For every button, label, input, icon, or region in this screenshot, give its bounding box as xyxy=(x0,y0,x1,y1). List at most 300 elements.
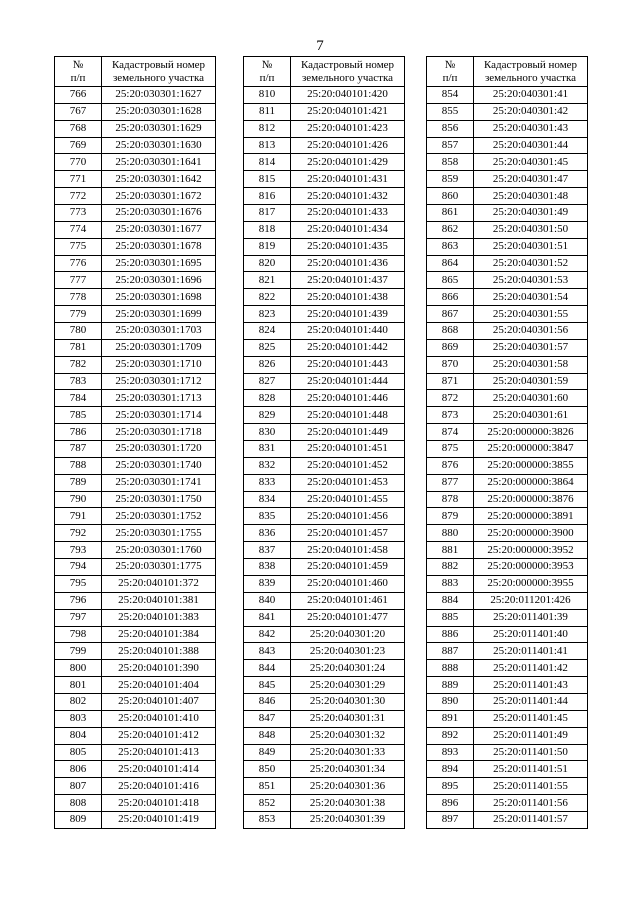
table-row xyxy=(427,508,588,525)
cadastral-number: 25:20:040301:45 xyxy=(474,154,588,171)
table-row xyxy=(427,710,588,727)
table-header-row xyxy=(244,57,405,87)
row-number: 894 xyxy=(427,761,474,778)
row-number: 877 xyxy=(427,474,474,491)
table-row xyxy=(244,188,405,205)
row-number: 781 xyxy=(55,339,102,356)
cadastral-table-3 xyxy=(426,56,588,829)
cadastral-number: 25:20:040301:33 xyxy=(291,744,405,761)
header-number-line1: № xyxy=(261,58,273,71)
table-row xyxy=(55,323,216,340)
row-number: 842 xyxy=(244,626,291,643)
cadastral-number: 25:20:040301:57 xyxy=(474,339,588,356)
table-row xyxy=(427,221,588,238)
table-row xyxy=(244,289,405,306)
row-number: 777 xyxy=(55,272,102,289)
table-row xyxy=(55,255,216,272)
cadastral-number: 25:20:040101:404 xyxy=(102,677,216,694)
header-cadastral-line1: Кадастровый номер xyxy=(111,58,206,71)
table-row xyxy=(244,660,405,677)
table-row xyxy=(244,609,405,626)
table-row xyxy=(244,677,405,694)
header-number-line1: № xyxy=(444,58,456,71)
table-row xyxy=(244,306,405,323)
table-row xyxy=(55,87,216,104)
table-row xyxy=(244,424,405,441)
row-number: 796 xyxy=(55,592,102,609)
table-row xyxy=(427,660,588,677)
table-row xyxy=(244,339,405,356)
cadastral-number: 25:20:040101:388 xyxy=(102,643,216,660)
table-row xyxy=(55,120,216,137)
cadastral-number: 25:20:030301:1714 xyxy=(102,407,216,424)
cadastral-number: 25:20:040301:42 xyxy=(474,103,588,120)
cadastral-number: 25:20:011401:51 xyxy=(474,761,588,778)
row-number: 871 xyxy=(427,373,474,390)
row-number: 878 xyxy=(427,491,474,508)
table-row xyxy=(244,87,405,104)
row-number: 816 xyxy=(244,188,291,205)
cadastral-number: 25:20:040101:419 xyxy=(102,811,216,828)
table-header-row xyxy=(55,57,216,87)
table-row xyxy=(244,592,405,609)
table-row xyxy=(427,424,588,441)
cadastral-number: 25:20:030301:1760 xyxy=(102,542,216,559)
row-number: 881 xyxy=(427,542,474,559)
table-row xyxy=(244,693,405,710)
cadastral-number: 25:20:040301:55 xyxy=(474,306,588,323)
cadastral-number: 25:20:000000:3855 xyxy=(474,457,588,474)
table-row xyxy=(55,592,216,609)
table-row xyxy=(427,171,588,188)
cadastral-number: 25:20:000000:3953 xyxy=(474,559,588,576)
cadastral-number: 25:20:040101:383 xyxy=(102,609,216,626)
cadastral-number: 25:20:030301:1710 xyxy=(102,356,216,373)
table-row xyxy=(427,474,588,491)
cadastral-number: 25:20:040301:41 xyxy=(474,87,588,104)
cadastral-number: 25:20:040101:446 xyxy=(291,390,405,407)
cadastral-number: 25:20:040101:439 xyxy=(291,306,405,323)
table-row xyxy=(427,559,588,576)
cadastral-number: 25:20:040301:47 xyxy=(474,171,588,188)
table-row xyxy=(244,356,405,373)
row-number: 848 xyxy=(244,727,291,744)
table-row xyxy=(55,491,216,508)
cadastral-number: 25:20:040301:34 xyxy=(291,761,405,778)
cadastral-number: 25:20:030301:1695 xyxy=(102,255,216,272)
table-row xyxy=(55,727,216,744)
cadastral-number: 25:20:011401:57 xyxy=(474,811,588,828)
table-row xyxy=(244,238,405,255)
row-number: 844 xyxy=(244,660,291,677)
cadastral-number: 25:20:040301:20 xyxy=(291,626,405,643)
row-number: 862 xyxy=(427,221,474,238)
row-number: 879 xyxy=(427,508,474,525)
row-number: 783 xyxy=(55,373,102,390)
row-number: 806 xyxy=(55,761,102,778)
cadastral-number: 25:20:040301:36 xyxy=(291,778,405,795)
row-number: 854 xyxy=(427,87,474,104)
row-number: 864 xyxy=(427,255,474,272)
row-number: 807 xyxy=(55,778,102,795)
cadastral-number: 25:20:030301:1752 xyxy=(102,508,216,525)
table-row xyxy=(55,778,216,795)
row-number: 869 xyxy=(427,339,474,356)
row-number: 787 xyxy=(55,441,102,458)
cadastral-number: 25:20:040101:381 xyxy=(102,592,216,609)
table-row xyxy=(55,154,216,171)
row-number: 887 xyxy=(427,643,474,660)
table-row xyxy=(55,339,216,356)
cadastral-number: 25:20:040101:448 xyxy=(291,407,405,424)
table-row xyxy=(55,693,216,710)
cadastral-number: 25:20:040101:410 xyxy=(102,710,216,727)
row-number: 837 xyxy=(244,542,291,559)
row-number: 847 xyxy=(244,710,291,727)
table-row xyxy=(427,811,588,828)
cadastral-number: 25:20:030301:1709 xyxy=(102,339,216,356)
table-row xyxy=(244,626,405,643)
table-row xyxy=(55,188,216,205)
row-number: 791 xyxy=(55,508,102,525)
cadastral-number: 25:20:040101:420 xyxy=(291,87,405,104)
table-row xyxy=(55,508,216,525)
cadastral-number: 25:20:040101:455 xyxy=(291,491,405,508)
table-row xyxy=(427,575,588,592)
cadastral-number: 25:20:040301:30 xyxy=(291,693,405,710)
table-row xyxy=(55,272,216,289)
table-row xyxy=(55,289,216,306)
cadastral-number: 25:20:040101:458 xyxy=(291,542,405,559)
table-row xyxy=(244,221,405,238)
cadastral-number: 25:20:000000:3864 xyxy=(474,474,588,491)
cadastral-number: 25:20:030301:1750 xyxy=(102,491,216,508)
row-number: 817 xyxy=(244,205,291,222)
row-number: 857 xyxy=(427,137,474,154)
cadastral-number: 25:20:040101:390 xyxy=(102,660,216,677)
cadastral-number: 25:20:030301:1703 xyxy=(102,323,216,340)
cadastral-number: 25:20:040101:421 xyxy=(291,103,405,120)
cadastral-number: 25:20:011401:39 xyxy=(474,609,588,626)
cadastral-number: 25:20:040301:54 xyxy=(474,289,588,306)
cadastral-number: 25:20:030301:1676 xyxy=(102,205,216,222)
header-number xyxy=(244,57,291,87)
table-row xyxy=(244,407,405,424)
table-row xyxy=(427,373,588,390)
row-number: 889 xyxy=(427,677,474,694)
table-row xyxy=(244,727,405,744)
row-number: 895 xyxy=(427,778,474,795)
row-number: 766 xyxy=(55,87,102,104)
table-row xyxy=(244,441,405,458)
table-row xyxy=(427,693,588,710)
table-row xyxy=(244,103,405,120)
row-number: 876 xyxy=(427,457,474,474)
table-row xyxy=(427,744,588,761)
row-number: 825 xyxy=(244,339,291,356)
table-row xyxy=(427,339,588,356)
table-row xyxy=(427,120,588,137)
cadastral-number: 25:20:040101:431 xyxy=(291,171,405,188)
header-cadastral-line2: земельного участка xyxy=(112,71,205,84)
table-row xyxy=(55,221,216,238)
table-row xyxy=(427,626,588,643)
row-number: 892 xyxy=(427,727,474,744)
table-row xyxy=(427,407,588,424)
table-row xyxy=(427,188,588,205)
cadastral-number: 25:20:030301:1699 xyxy=(102,306,216,323)
cadastral-number: 25:20:000000:3876 xyxy=(474,491,588,508)
cadastral-number: 25:20:030301:1713 xyxy=(102,390,216,407)
row-number: 861 xyxy=(427,205,474,222)
cadastral-number: 25:20:040301:53 xyxy=(474,272,588,289)
row-number: 856 xyxy=(427,120,474,137)
cadastral-number: 25:20:040101:407 xyxy=(102,693,216,710)
row-number: 815 xyxy=(244,171,291,188)
table-row xyxy=(427,289,588,306)
table-row xyxy=(244,525,405,542)
cadastral-number: 25:20:040301:48 xyxy=(474,188,588,205)
table-row xyxy=(55,457,216,474)
row-number: 873 xyxy=(427,407,474,424)
row-number: 884 xyxy=(427,592,474,609)
table-row xyxy=(55,205,216,222)
table-row xyxy=(55,643,216,660)
table-row xyxy=(55,626,216,643)
row-number: 771 xyxy=(55,171,102,188)
cadastral-number: 25:20:030301:1718 xyxy=(102,424,216,441)
row-number: 891 xyxy=(427,710,474,727)
table-row xyxy=(244,761,405,778)
table-row xyxy=(427,643,588,660)
cadastral-number: 25:20:040101:423 xyxy=(291,120,405,137)
row-number: 826 xyxy=(244,356,291,373)
table-row xyxy=(244,272,405,289)
header-number-line2: п/п xyxy=(442,71,458,84)
table-row xyxy=(55,390,216,407)
row-number: 797 xyxy=(55,609,102,626)
cadastral-number: 25:20:040101:413 xyxy=(102,744,216,761)
row-number: 789 xyxy=(55,474,102,491)
cadastral-number: 25:20:030301:1672 xyxy=(102,188,216,205)
table-row xyxy=(427,356,588,373)
table-row xyxy=(55,171,216,188)
cadastral-number: 25:20:030301:1642 xyxy=(102,171,216,188)
table-row xyxy=(427,592,588,609)
row-number: 821 xyxy=(244,272,291,289)
cadastral-number: 25:20:011401:49 xyxy=(474,727,588,744)
row-number: 880 xyxy=(427,525,474,542)
row-number: 792 xyxy=(55,525,102,542)
cadastral-number: 25:20:040301:31 xyxy=(291,710,405,727)
row-number: 840 xyxy=(244,592,291,609)
row-number: 794 xyxy=(55,559,102,576)
cadastral-number: 25:20:000000:3891 xyxy=(474,508,588,525)
row-number: 852 xyxy=(244,795,291,812)
cadastral-number: 25:20:030301:1720 xyxy=(102,441,216,458)
row-number: 882 xyxy=(427,559,474,576)
cadastral-number: 25:20:000000:3900 xyxy=(474,525,588,542)
row-number: 775 xyxy=(55,238,102,255)
cadastral-number: 25:20:040101:440 xyxy=(291,323,405,340)
row-number: 813 xyxy=(244,137,291,154)
cadastral-number: 25:20:040101:457 xyxy=(291,525,405,542)
table-row xyxy=(244,205,405,222)
cadastral-table-1 xyxy=(54,56,216,829)
header-cadastral xyxy=(474,57,588,87)
row-number: 774 xyxy=(55,221,102,238)
table-row xyxy=(244,744,405,761)
row-number: 802 xyxy=(55,693,102,710)
cadastral-number: 25:20:030301:1677 xyxy=(102,221,216,238)
table-row xyxy=(55,441,216,458)
row-number: 835 xyxy=(244,508,291,525)
table-row xyxy=(244,710,405,727)
row-number: 819 xyxy=(244,238,291,255)
table-row xyxy=(55,744,216,761)
cadastral-number: 25:20:030301:1628 xyxy=(102,103,216,120)
table-row xyxy=(244,643,405,660)
table-row xyxy=(55,811,216,828)
cadastral-number: 25:20:030301:1629 xyxy=(102,120,216,137)
header-cadastral-line2: земельного участка xyxy=(301,71,394,84)
row-number: 814 xyxy=(244,154,291,171)
cadastral-number: 25:20:011201:426 xyxy=(474,592,588,609)
cadastral-number: 25:20:040101:477 xyxy=(291,609,405,626)
row-number: 800 xyxy=(55,660,102,677)
table-row xyxy=(244,575,405,592)
cadastral-number: 25:20:040301:38 xyxy=(291,795,405,812)
table-row xyxy=(427,677,588,694)
cadastral-number: 25:20:030301:1678 xyxy=(102,238,216,255)
table-row xyxy=(55,103,216,120)
table-row xyxy=(55,525,216,542)
table-row xyxy=(244,373,405,390)
table-row xyxy=(427,491,588,508)
row-number: 767 xyxy=(55,103,102,120)
row-number: 834 xyxy=(244,491,291,508)
row-number: 782 xyxy=(55,356,102,373)
cadastral-number: 25:20:030301:1696 xyxy=(102,272,216,289)
cadastral-table-2 xyxy=(243,56,405,829)
row-number: 836 xyxy=(244,525,291,542)
cadastral-number: 25:20:000000:3826 xyxy=(474,424,588,441)
cadastral-number: 25:20:030301:1712 xyxy=(102,373,216,390)
table-row xyxy=(427,238,588,255)
row-number: 846 xyxy=(244,693,291,710)
table-header-row xyxy=(427,57,588,87)
row-number: 833 xyxy=(244,474,291,491)
cadastral-number: 25:20:040301:29 xyxy=(291,677,405,694)
cadastral-number: 25:20:040301:49 xyxy=(474,205,588,222)
row-number: 773 xyxy=(55,205,102,222)
row-number: 832 xyxy=(244,457,291,474)
cadastral-number: 25:20:040301:58 xyxy=(474,356,588,373)
cadastral-number: 25:20:011401:55 xyxy=(474,778,588,795)
row-number: 779 xyxy=(55,306,102,323)
row-number: 784 xyxy=(55,390,102,407)
cadastral-number: 25:20:011401:50 xyxy=(474,744,588,761)
row-number: 829 xyxy=(244,407,291,424)
cadastral-number: 25:20:040101:412 xyxy=(102,727,216,744)
row-number: 785 xyxy=(55,407,102,424)
cadastral-number: 25:20:040101:418 xyxy=(102,795,216,812)
row-number: 888 xyxy=(427,660,474,677)
header-number-line2: п/п xyxy=(259,71,275,84)
cadastral-number: 25:20:030301:1740 xyxy=(102,457,216,474)
row-number: 793 xyxy=(55,542,102,559)
table-row xyxy=(55,306,216,323)
table-row xyxy=(427,154,588,171)
cadastral-number: 25:20:030301:1698 xyxy=(102,289,216,306)
cadastral-number: 25:20:011401:43 xyxy=(474,677,588,694)
row-number: 828 xyxy=(244,390,291,407)
cadastral-number: 25:20:040101:459 xyxy=(291,559,405,576)
cadastral-number: 25:20:011401:41 xyxy=(474,643,588,660)
table-row xyxy=(55,609,216,626)
cadastral-number: 25:20:040301:51 xyxy=(474,238,588,255)
row-number: 772 xyxy=(55,188,102,205)
table-body xyxy=(55,87,216,829)
table-row xyxy=(55,677,216,694)
row-number: 788 xyxy=(55,457,102,474)
cadastral-number: 25:20:040101:429 xyxy=(291,154,405,171)
cadastral-number: 25:20:040301:32 xyxy=(291,727,405,744)
table-row xyxy=(427,795,588,812)
row-number: 851 xyxy=(244,778,291,795)
cadastral-number: 25:20:040101:437 xyxy=(291,272,405,289)
table-row xyxy=(244,120,405,137)
cadastral-number: 25:20:030301:1627 xyxy=(102,87,216,104)
row-number: 838 xyxy=(244,559,291,576)
row-number: 843 xyxy=(244,643,291,660)
row-number: 812 xyxy=(244,120,291,137)
cadastral-number: 25:20:040101:452 xyxy=(291,457,405,474)
table-row xyxy=(244,457,405,474)
header-cadastral xyxy=(291,57,405,87)
row-number: 769 xyxy=(55,137,102,154)
row-number: 868 xyxy=(427,323,474,340)
table-row xyxy=(244,508,405,525)
row-number: 822 xyxy=(244,289,291,306)
cadastral-number: 25:20:040301:52 xyxy=(474,255,588,272)
table-row xyxy=(244,559,405,576)
row-number: 827 xyxy=(244,373,291,390)
cadastral-number: 25:20:040301:59 xyxy=(474,373,588,390)
row-number: 803 xyxy=(55,710,102,727)
cadastral-number: 25:20:011401:40 xyxy=(474,626,588,643)
row-number: 845 xyxy=(244,677,291,694)
table-row xyxy=(427,137,588,154)
table-row xyxy=(244,137,405,154)
table-row xyxy=(244,474,405,491)
header-cadastral-line1: Кадастровый номер xyxy=(300,58,395,71)
cadastral-number: 25:20:011401:44 xyxy=(474,693,588,710)
table-row xyxy=(244,255,405,272)
table-row xyxy=(55,424,216,441)
cadastral-number: 25:20:030301:1630 xyxy=(102,137,216,154)
row-number: 875 xyxy=(427,441,474,458)
cadastral-number: 25:20:040101:443 xyxy=(291,356,405,373)
cadastral-number: 25:20:040301:44 xyxy=(474,137,588,154)
row-number: 770 xyxy=(55,154,102,171)
header-cadastral-line1: Кадастровый номер xyxy=(483,58,578,71)
cadastral-number: 25:20:040101:444 xyxy=(291,373,405,390)
page-number: 7 xyxy=(316,38,324,54)
table-row xyxy=(244,778,405,795)
row-number: 858 xyxy=(427,154,474,171)
row-number: 860 xyxy=(427,188,474,205)
